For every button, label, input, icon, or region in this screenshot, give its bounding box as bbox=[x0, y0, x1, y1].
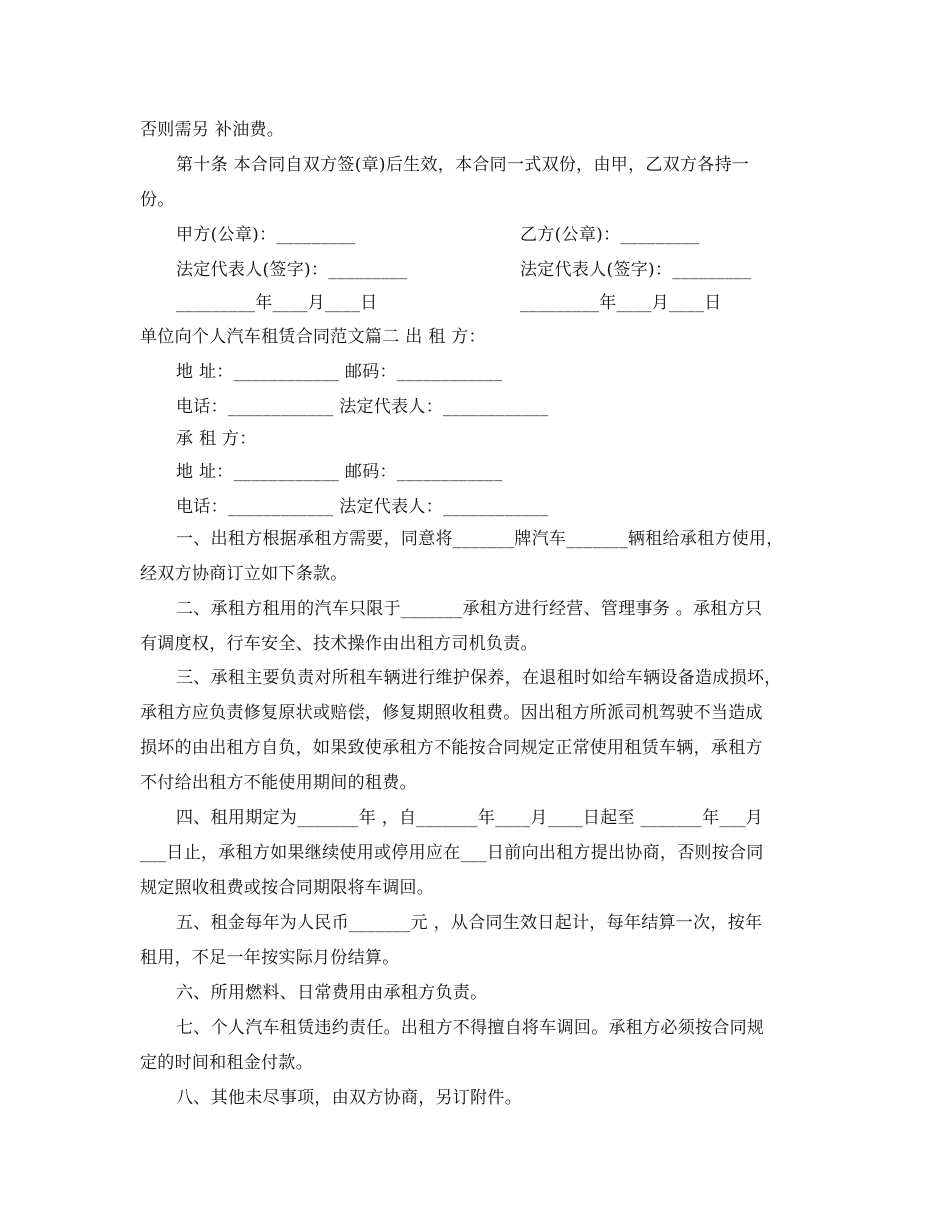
clause-1: 一、出租方根据承租方需要，同意将_______牌汽车_______辆租给承租方使用， bbox=[176, 529, 784, 549]
lessee-address: 地 址：____________ 邮码：____________ bbox=[176, 462, 503, 482]
clause-10: 第十条 本合同自双方签(章)后生效，本合同一式双份，由甲，乙双方各持一 bbox=[176, 155, 750, 175]
clause-5-cont: 租用，不足一年按实际月份结算。 bbox=[140, 948, 400, 968]
clause-3-cont-2: 损坏的由出租方自负，如果致使承租方不能按合同规定正常使用租赁车辆，承租方 bbox=[140, 738, 763, 758]
clause-2-cont: 有调度权，行车安全、技术操作由出租方司机负责。 bbox=[140, 634, 538, 654]
clause-7: 七、个人汽车租赁违约责任。出租方不得擅自将车调回。承租方必须按合同规 bbox=[176, 1018, 765, 1038]
clause-6: 六、所用燃料、日常费用由承租方负责。 bbox=[176, 983, 488, 1003]
clause-1-cont: 经双方协商订立如下条款。 bbox=[140, 564, 348, 584]
text-line-1: 否则需另 补油费。 bbox=[140, 120, 285, 140]
party-a-representative: 法定代表人(签字)：_________ bbox=[176, 260, 408, 280]
party-b-date: _________年____月____日 bbox=[520, 293, 722, 313]
lessor-phone: 电话：____________ 法定代表人：____________ bbox=[176, 397, 549, 417]
party-b-representative: 法定代表人(签字)：_________ bbox=[520, 260, 752, 280]
section-title-lessor: 单位向个人汽车租赁合同范文篇二 出 租 方： bbox=[140, 327, 486, 347]
party-a-seal: 甲方(公章)：_________ bbox=[176, 225, 356, 245]
clause-4-cont-1: ___日止，承租方如果继续使用或停用应在___日前向出租方提出协商，否则按合同 bbox=[140, 843, 764, 863]
text-line-3: 份。 bbox=[140, 190, 175, 210]
party-b-seal: 乙方(公章)：_________ bbox=[520, 225, 700, 245]
lessee-phone: 电话：____________ 法定代表人：____________ bbox=[176, 497, 549, 517]
clause-4: 四、租用期定为_______年 ，自_______年____月____日起至 _______年___月 bbox=[176, 808, 764, 828]
lessor-address: 地 址：____________ 邮码：____________ bbox=[176, 362, 503, 382]
clause-5: 五、租金每年为人民币_______元 ，从合同生效日起计，每年结算一次，按年 bbox=[176, 913, 763, 933]
lessee-heading: 承 租 方： bbox=[176, 429, 257, 449]
clause-8: 八、其他未尽事项，由双方协商，另订附件。 bbox=[176, 1088, 522, 1108]
clause-3-cont-1: 承租方应负责修复原状或赔偿，修复期照收租费。因出租方所派司机驾驶不当造成 bbox=[140, 703, 763, 723]
clause-2: 二、承租方租用的汽车只限于_______承租方进行经营、管理事务 。承租方只 bbox=[176, 599, 763, 619]
clause-4-cont-2: 规定照收租费或按合同期限将车调回。 bbox=[140, 878, 435, 898]
clause-7-cont: 定的时间和租金付款。 bbox=[140, 1053, 313, 1073]
clause-3: 三、承租主要负责对所租车辆进行维护保养，在退租时如给车辆设备造成损坏， bbox=[176, 668, 782, 688]
clause-3-cont-3: 不付给出租方不能使用期间的租费。 bbox=[140, 773, 417, 793]
party-a-date: _________年____月____日 bbox=[176, 293, 378, 313]
